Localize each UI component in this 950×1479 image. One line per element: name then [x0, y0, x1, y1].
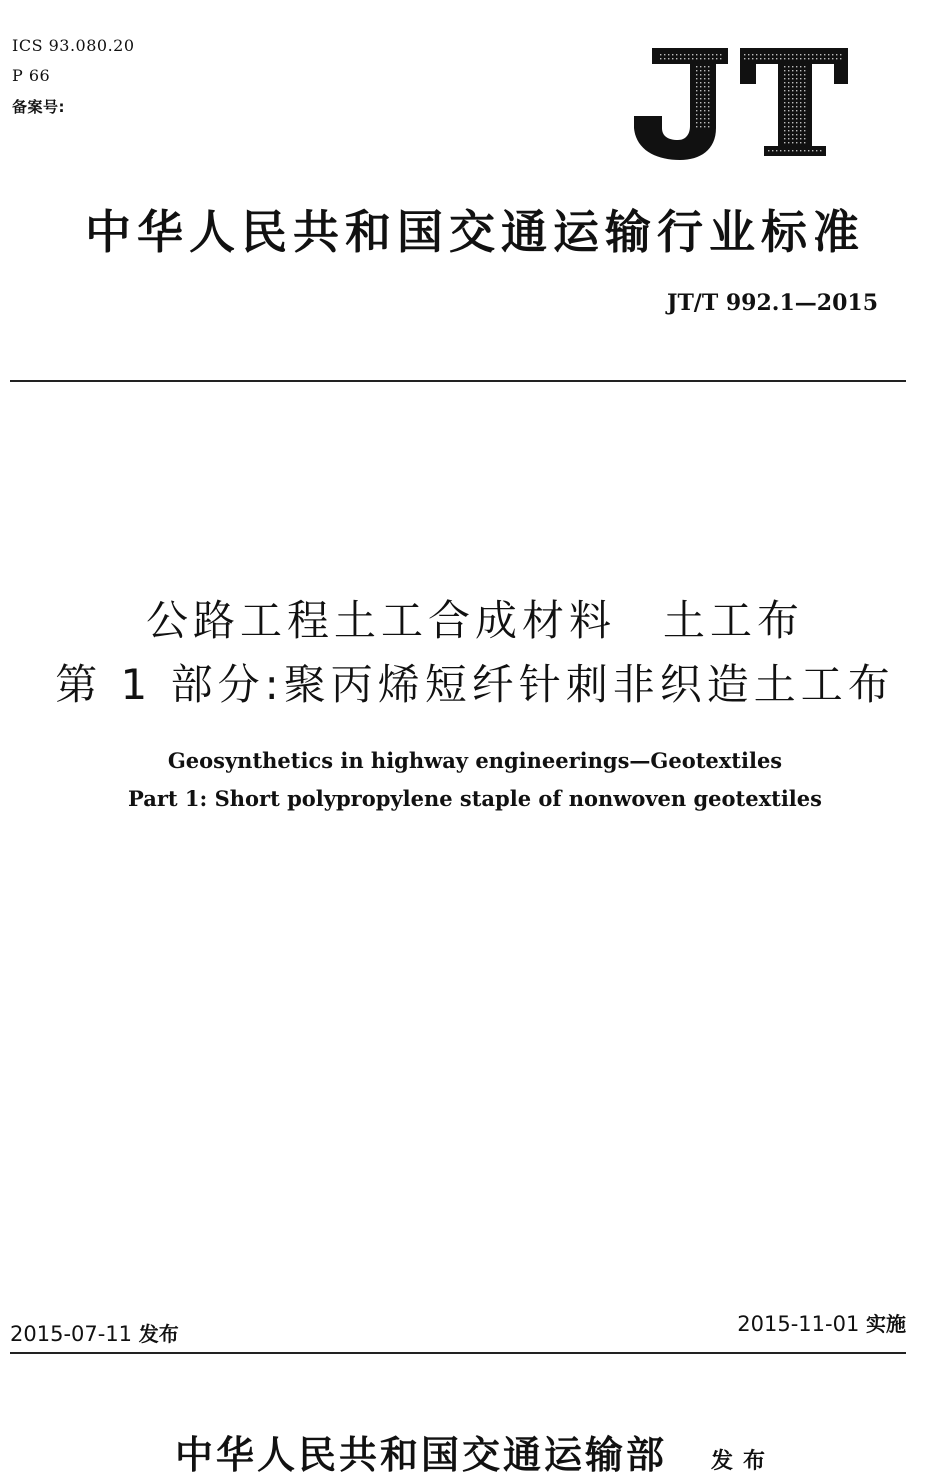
issuer-suffix: 发布 — [711, 1449, 776, 1474]
chinese-title-line-1: 公路工程土工合成材料 土工布 — [145, 596, 804, 645]
standard-title: 中华人民共和国交通运输行业标准 — [85, 205, 865, 259]
implementation-label: 实施 — [866, 1312, 906, 1336]
category-code: P 66 — [12, 66, 51, 85]
issue-date-block — [10, 1318, 179, 1347]
chinese-title-line-2: 第 1 部分:聚丙烯短纤针刺非织造土工布 — [55, 660, 895, 709]
issuer-name: 中华人民共和国交通运输部 — [174, 1433, 667, 1477]
top-divider — [10, 380, 906, 382]
logo-letter-j — [634, 48, 728, 160]
issue-label: 发布 — [138, 1322, 179, 1346]
standard-number: JT/T 992.1—2015 — [667, 290, 878, 316]
english-title-line-2: Part 1: Short polypropylene staple of nonwoven geotextiles — [128, 786, 822, 811]
english-title-line-1: Geosynthetics in highway engineerings—Geotextiles — [167, 748, 783, 773]
implementation-date-block — [737, 1308, 906, 1337]
logo-letter-t — [740, 48, 848, 156]
ics-code: ICS 93.080.20 — [12, 36, 135, 55]
issue-date: 2015-07-11 — [10, 1322, 133, 1346]
implementation-date: 2015-11-01 — [737, 1312, 860, 1336]
bottom-divider — [10, 1352, 906, 1354]
jt-logo-icon — [628, 42, 852, 162]
issuing-authority — [0, 1424, 950, 1479]
filing-number-label: 备案号: — [12, 98, 65, 116]
